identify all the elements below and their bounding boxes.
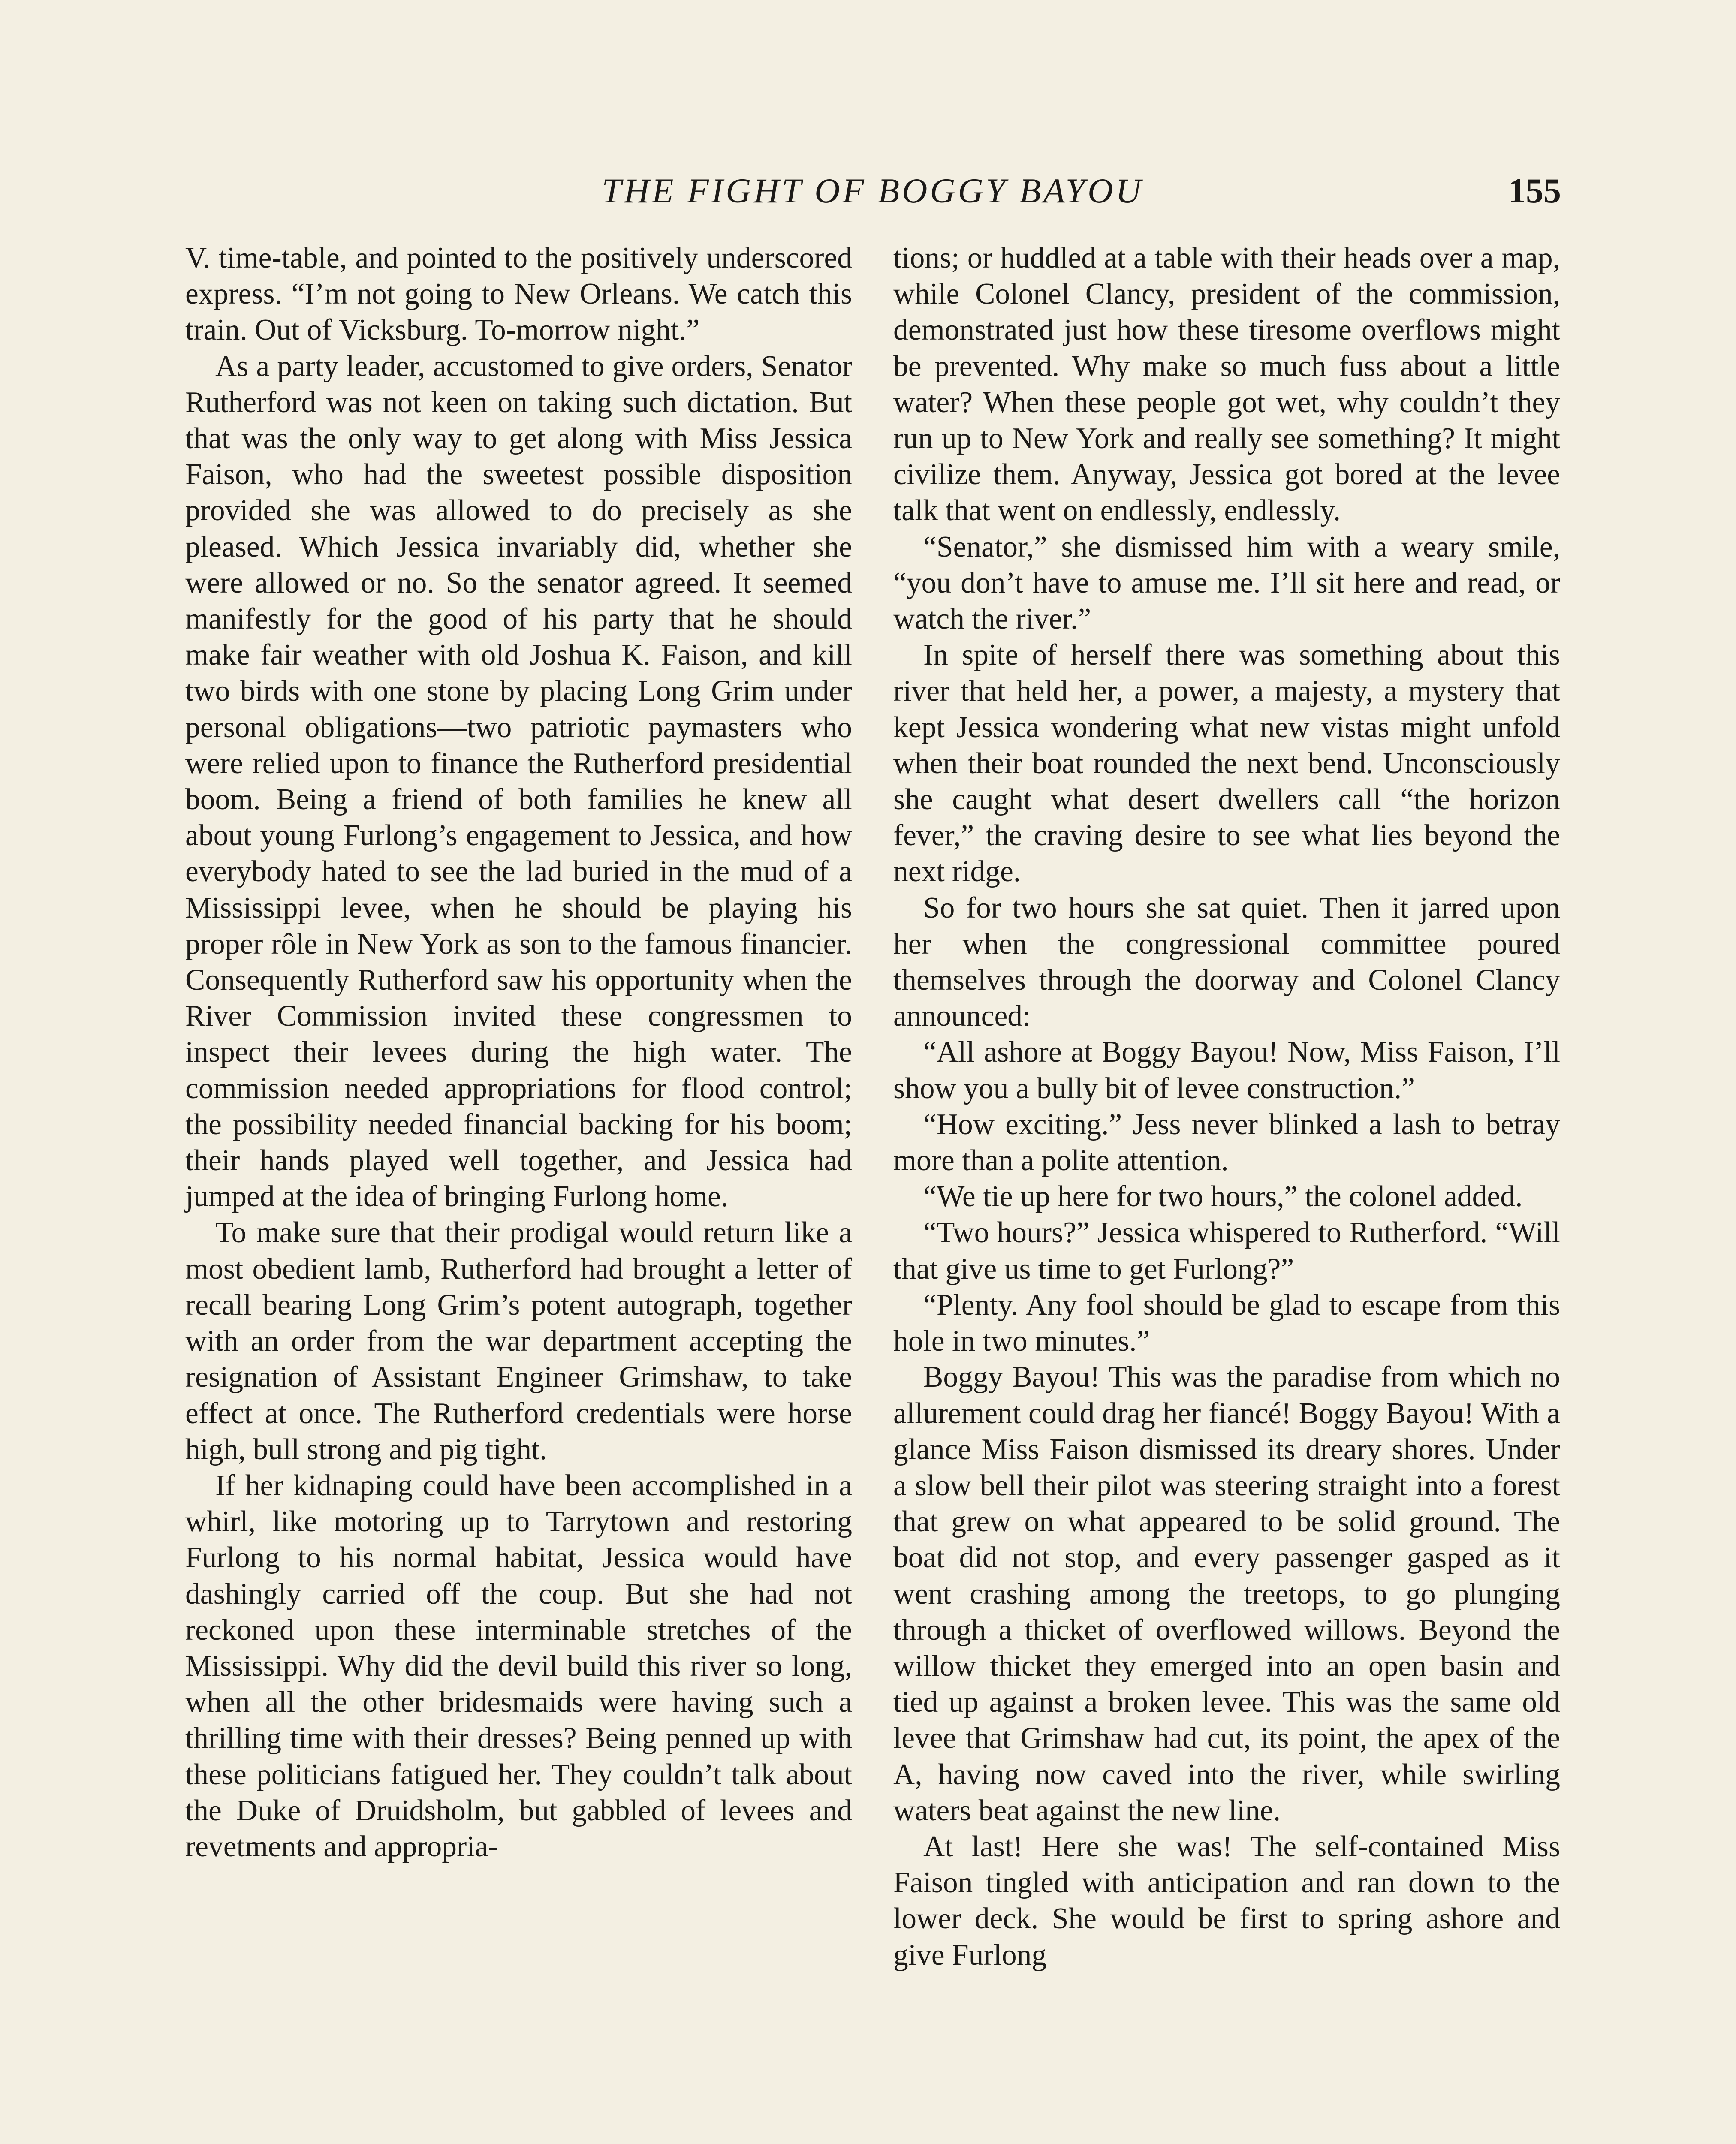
paragraph: tions; or huddled at a table with their heads over a map, while Colonel Clancy, president of the commission, demonstrated just how these tiresome overflows might be prevented. Why make so much fuss about a little water? When these people got wet, why couldn’t they run up to New York and really see something? It might civilize them. Anyway, Jessica got bored at the levee talk that went on endlessly, endlessly. [893,241,1560,527]
running-head [184,165,1561,217]
paragraph: If her kidnaping could have been accomplished in a whirl, like motoring up to Tarrytown and restoring Furlong to his normal habitat, Jessica would have dashingly carried off the coup. But she had not reckoned upon these interminable stretches of the Mississippi. Why did the devil build this river so long, when all the other bridesmaids were having such a thrilling time with their dresses? Being penned up with these politicians fatigued her. They couldn’t talk about the Duke of Druidsholm, but gabbled of levees and revetments and appropria- [185,1469,852,1863]
paragraph: “We tie up here for two hours,” the colonel added. [923,1180,1523,1214]
paragraph: “Two hours?” Jessica whispered to Rutherford. “Will that give us time to get Furlong?” [893,1216,1560,1286]
paragraph: So for two hours she sat quiet. Then it jarred upon her when the congressional committee poured themselves through the doorway and Colonel Clancy announced: [893,891,1560,1033]
paragraph: In spite of herself there was something about this river that held her, a power, a majesty, a mystery that kept Jessica wondering what new vistas might unfold when their boat rounded the next bend. Unconsciously she caught what desert dwellers call “the horizon fever,” the craving desire to see what lies beyond the next ridge. [893,638,1560,888]
paragraph: V. time-table, and pointed to the positively underscored express. “I’m not going to New Orleans. We catch this train. Out of Vicksburg. To-morrow night.” [185,241,852,347]
paragraph: At last! Here she was! The self-contained Miss Faison tingled with anticipation and ran down to the lower deck. She would be first to spring ashore and give Furlong [893,1830,1560,1972]
page-number: 155 [1508,171,1561,210]
left-column [185,240,852,1865]
running-title: THE FIGHT OF BOGGY BAYOU [602,171,1144,210]
paragraph: “Plenty. Any fool should be glad to escape from this hole in two minutes.” [893,1288,1560,1358]
paragraph: Boggy Bayou! This was the paradise from which no allurement could drag her fiancé! Boggy Bayou! With a glance Miss Faison dismissed its dreary shores. Under a slow bell their pilot was steering straight into a forest that grew on what appeared to be solid ground. The boat did not stop, and every passenger gasped as it went crashing among the treetops, to go plunging through a thicket of overflowed willows. Beyond the willow thicket they emerged into an open basin and tied up against a broken levee. This was the same old levee that Grimshaw had cut, its point, the apex of the A, having now caved into the river, while swirling waters beat against the new line. [893,1361,1560,1827]
paragraph: As a party leader, accustomed to give orders, Senator Rutherford was not keen on taking such dictation. But that was the only way to get along with Miss Jessica Faison, who had the sweetest possible disposition provided she was allowed to do precisely as she pleased. Which Jessica invariably did, whether she were allowed or no. So the senator agreed. It seemed manifestly for the good of his party that he should make fair weather with old Joshua K. Faison, and kill two birds with one stone by placing Long Grim under personal obligations—two patriotic paymasters who were relied upon to finance the Rutherford presidential boom. Being a friend of both families he knew all about young Furlong’s engagement to Jessica, and how everybody hated to see the lad buried in the mud of a Mississippi levee, when he should be playing his proper rôle in New York as son to the famous financier. Consequently Rutherford saw his opportunity when the River Commission invited these congressmen to inspect their levees during the high water. The commission needed appropriations for flood control; the possibility needed financial backing for his boom; their hands played well together, and Jessica had jumped at the idea of bringing Furlong home. [185,349,852,1214]
paragraph: “All ashore at Boggy Bayou! Now, Miss Faison, I’ll show you a bully bit of levee construction.” [893,1036,1560,1105]
paragraph: “How exciting.” Jess never blinked a lash to betray more than a polite attention. [893,1108,1560,1177]
paragraph: To make sure that their prodigal would return like a most obedient lamb, Rutherford had brought a letter of recall bearing Long Grim’s potent autograph, together with an order from the war department accepting the resignation of Assistant Engineer Grimshaw, to take effect at once. The Rutherford credentials were horse high, bull strong and pig tight. [185,1216,852,1466]
paragraph: “Senator,” she dismissed him with a weary smile, “you don’t have to amuse me. I’ll sit here and read, or watch the river.” [893,530,1560,636]
right-column [893,240,1560,1973]
